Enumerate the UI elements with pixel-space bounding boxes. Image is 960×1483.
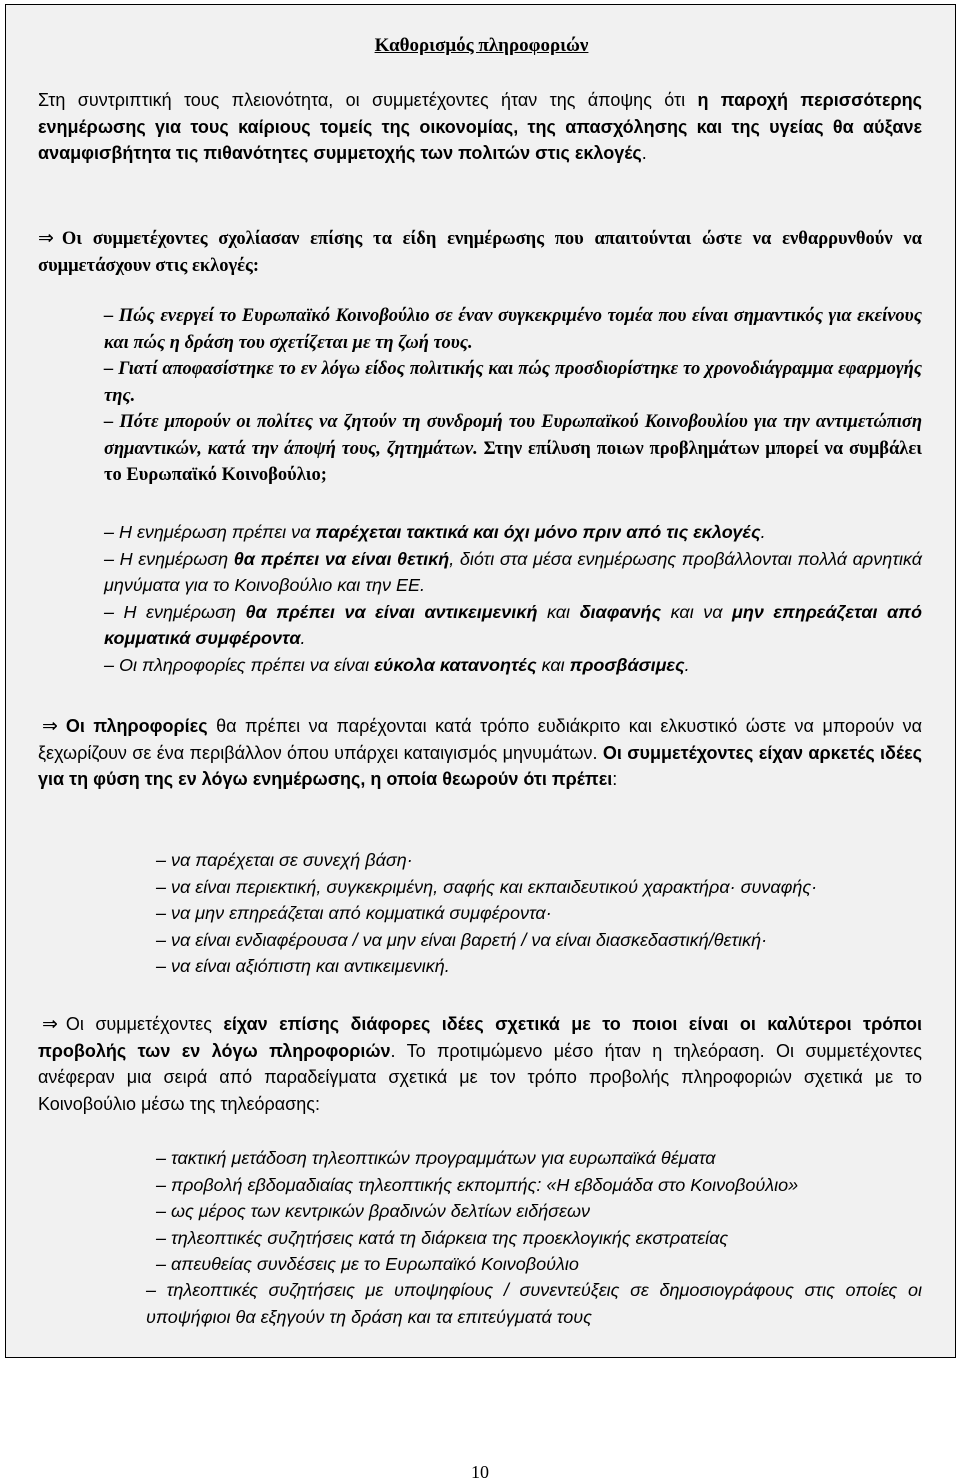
section-info-channels: [38, 1011, 922, 1117]
req2-a: – Η ενημέρωση: [104, 548, 234, 569]
intro-end: .: [641, 143, 647, 163]
req3-b: θα πρέπει να είναι αντικειμενική: [245, 601, 538, 622]
section2-bold2: Οι συμμετέχοντες είχαν αρκετές ιδέες για τη φύση της εν λόγω ενημέρωσης, η οποία θεωρούν ότι πρέπει: [38, 742, 922, 789]
list-item: – Γιατί αποφασίστηκε το εν λόγω είδος πολιτικής και πώς προσδιορίστηκε το χρονοδιάγραμμα εφαρμογής της.: [104, 359, 922, 406]
nature-list: [156, 847, 922, 980]
req3-g: .: [300, 628, 306, 648]
requirements-list: [104, 519, 922, 678]
section-info-nature: [38, 713, 922, 793]
arrow-icon: ⇒: [42, 1013, 58, 1035]
channels-last-item: [146, 1277, 922, 1330]
list-item: [104, 599, 922, 652]
req3-e: και να: [661, 601, 733, 622]
list-item: – Πώς ενεργεί το Ευρωπαϊκό Κοινοβούλιο σε έναν συγκεκριμένο τομέα που είναι σημαντικός για εκείνους και πώς η δράση του σχετίζεται με τη ζωή τους.: [104, 306, 922, 353]
list-item: – τηλεοπτικές συζητήσεις κατά τη διάρκεια της προεκλογικής εκστρατείας: [156, 1227, 729, 1248]
list-item: – τακτική μετάδοση τηλεοπτικών προγραμμάτων για ευρωπαϊκά θέματα: [156, 1148, 716, 1168]
page-title: Καθορισμός πληροφοριών: [374, 35, 589, 56]
req1-a: – Η ενημέρωση πρέπει να: [104, 522, 316, 542]
list-item: – να μην επηρεάζεται από κομματικά συμφέροντα·: [156, 903, 552, 923]
section2-text1: θα πρέπει να παρέχονται κατά τρόπο ευδιάκριτο και ελκυστικό ώστε να μπορούν να ξεχωρίζουν σε ένα περιβάλλον όπου υπάρχει καταιγισμός μηνυμάτων.: [38, 716, 922, 763]
req4-b: εύκολα κατανοητές: [374, 654, 537, 675]
req2-b: θα πρέπει να είναι θετική: [233, 548, 450, 569]
req2-c: , διότι στα μέσα ενημέρωσης προβάλλονται πολλά αρνητικά μηνύματα για το Κοινοβούλιο και την ΕΕ.: [104, 548, 922, 595]
section3-text1: Οι συμμετέχοντες: [65, 1014, 224, 1034]
content-frame: [5, 4, 956, 1358]
list-item: – απευθείας συνδέσεις με το Ευρωπαϊκό Κοινοβούλιο: [156, 1254, 579, 1274]
list-item: – να είναι περιεκτική, συγκεκριμένη, σαφής και εκπαιδευτικού χαρακτήρα· συναφής·: [156, 876, 818, 897]
list-item: [104, 652, 922, 679]
req4-a: – Οι πληροφορίες πρέπει να είναι: [104, 654, 375, 675]
list-item: [104, 519, 922, 546]
question-text: – Πότε μπορούν οι πολίτες να ζητούν τη συνδρομή του Ευρωπαϊκού Κοινοβουλίου για την αντιμετώπιση σημαντικών, κατά την άποψή τους, ζητημάτων.: [104, 412, 922, 459]
section1-text: Οι συμμετέχοντες σχολίασαν επίσης τα είδη ενημέρωσης που απαιτούνται ώστε να ενθαρρυνθούν να συμμετάσχουν στις εκλογές:: [38, 229, 922, 276]
req3-a: – Η ενημέρωση: [104, 601, 246, 622]
req3-f: μην επηρεάζεται από κομματικά συμφέροντα: [104, 601, 922, 648]
req3-c: και: [537, 601, 580, 622]
list-item: [104, 546, 922, 599]
section3-bold1: είχαν επίσης διάφορες ιδέες σχετικά με το ποιοι είναι οι καλύτεροι τρόποι προβολής των εν λόγω πληροφοριών: [38, 1014, 922, 1061]
questions-list: [104, 303, 922, 489]
section-info-types: [38, 225, 922, 279]
intro-bold: η παροχή περισσότερης ενημέρωσης για τους καίριους τομείς της οικονομίας, της απασχόλησης και της υγείας θα αύξανε αναμφισβήτητα τις πιθανότητες συμμετοχής των πολιτών στις εκλογές: [38, 90, 922, 163]
channels-list: [156, 1145, 922, 1278]
section2-text2: :: [612, 769, 618, 789]
list-item: – να είναι αξιόπιστη και αντικειμενική.: [156, 956, 450, 976]
req1-b: παρέχεται τακτικά και όχι μόνο πριν από τις εκλογές: [315, 522, 761, 542]
intro-paragraph: [38, 87, 922, 167]
list-item: [104, 409, 922, 489]
req1-c: .: [760, 522, 766, 542]
list-item: – ως μέρος των κεντρικών βραδινών δελτίων ειδήσεων: [156, 1201, 590, 1221]
arrow-icon: ⇒: [42, 715, 58, 737]
req4-d: προσβάσιμες: [569, 654, 685, 675]
req4-e: .: [684, 654, 690, 675]
question-extra: Στην επίλυση ποιων προβλημάτων μπορεί να συμβάλει το Ευρωπαϊκό Κοινοβούλιο;: [104, 438, 923, 485]
list-item: – προβολή εβδομαδιαίας τηλεοπτικής εκπομπής: «Η εβδομάδα στο Κοινοβούλιο»: [156, 1174, 799, 1195]
req3-d: διαφανής: [579, 601, 662, 622]
page-number: 10: [471, 1462, 489, 1482]
list-item: – να παρέχεται σε συνεχή βάση·: [156, 850, 413, 870]
arrow-icon: ⇒: [38, 227, 54, 249]
list-item: – τηλεοπτικές συζητήσεις με υποψηφίους / συνεντεύξεις σε δημοσιογράφους στις οποίες οι υποψήφιοι θα εξηγούν τη δράση και τα επιτεύγματά τους: [146, 1280, 922, 1327]
section2-bold1: Οι πληροφορίες: [65, 716, 208, 736]
intro-text: Στη συντριπτική τους πλειονότητα, οι συμμετέχοντες ήταν της άποψης ότι: [38, 90, 698, 110]
section3-text2: . Το προτιμώμενο μέσο ήταν η τηλεόραση. Οι συμμετέχοντες ανέφεραν μια σειρά από παραδείγματα σχετικά με τον τρόπο προβολής πληροφοριών σχετικά με το Κοινοβούλιο μέσω της τηλεόρασης:: [38, 1040, 922, 1114]
list-item: – να είναι ενδιαφέρουσα / να μην είναι βαρετή / να είναι διασκεδαστική/θετική·: [156, 929, 768, 950]
req4-c: και: [536, 654, 570, 675]
